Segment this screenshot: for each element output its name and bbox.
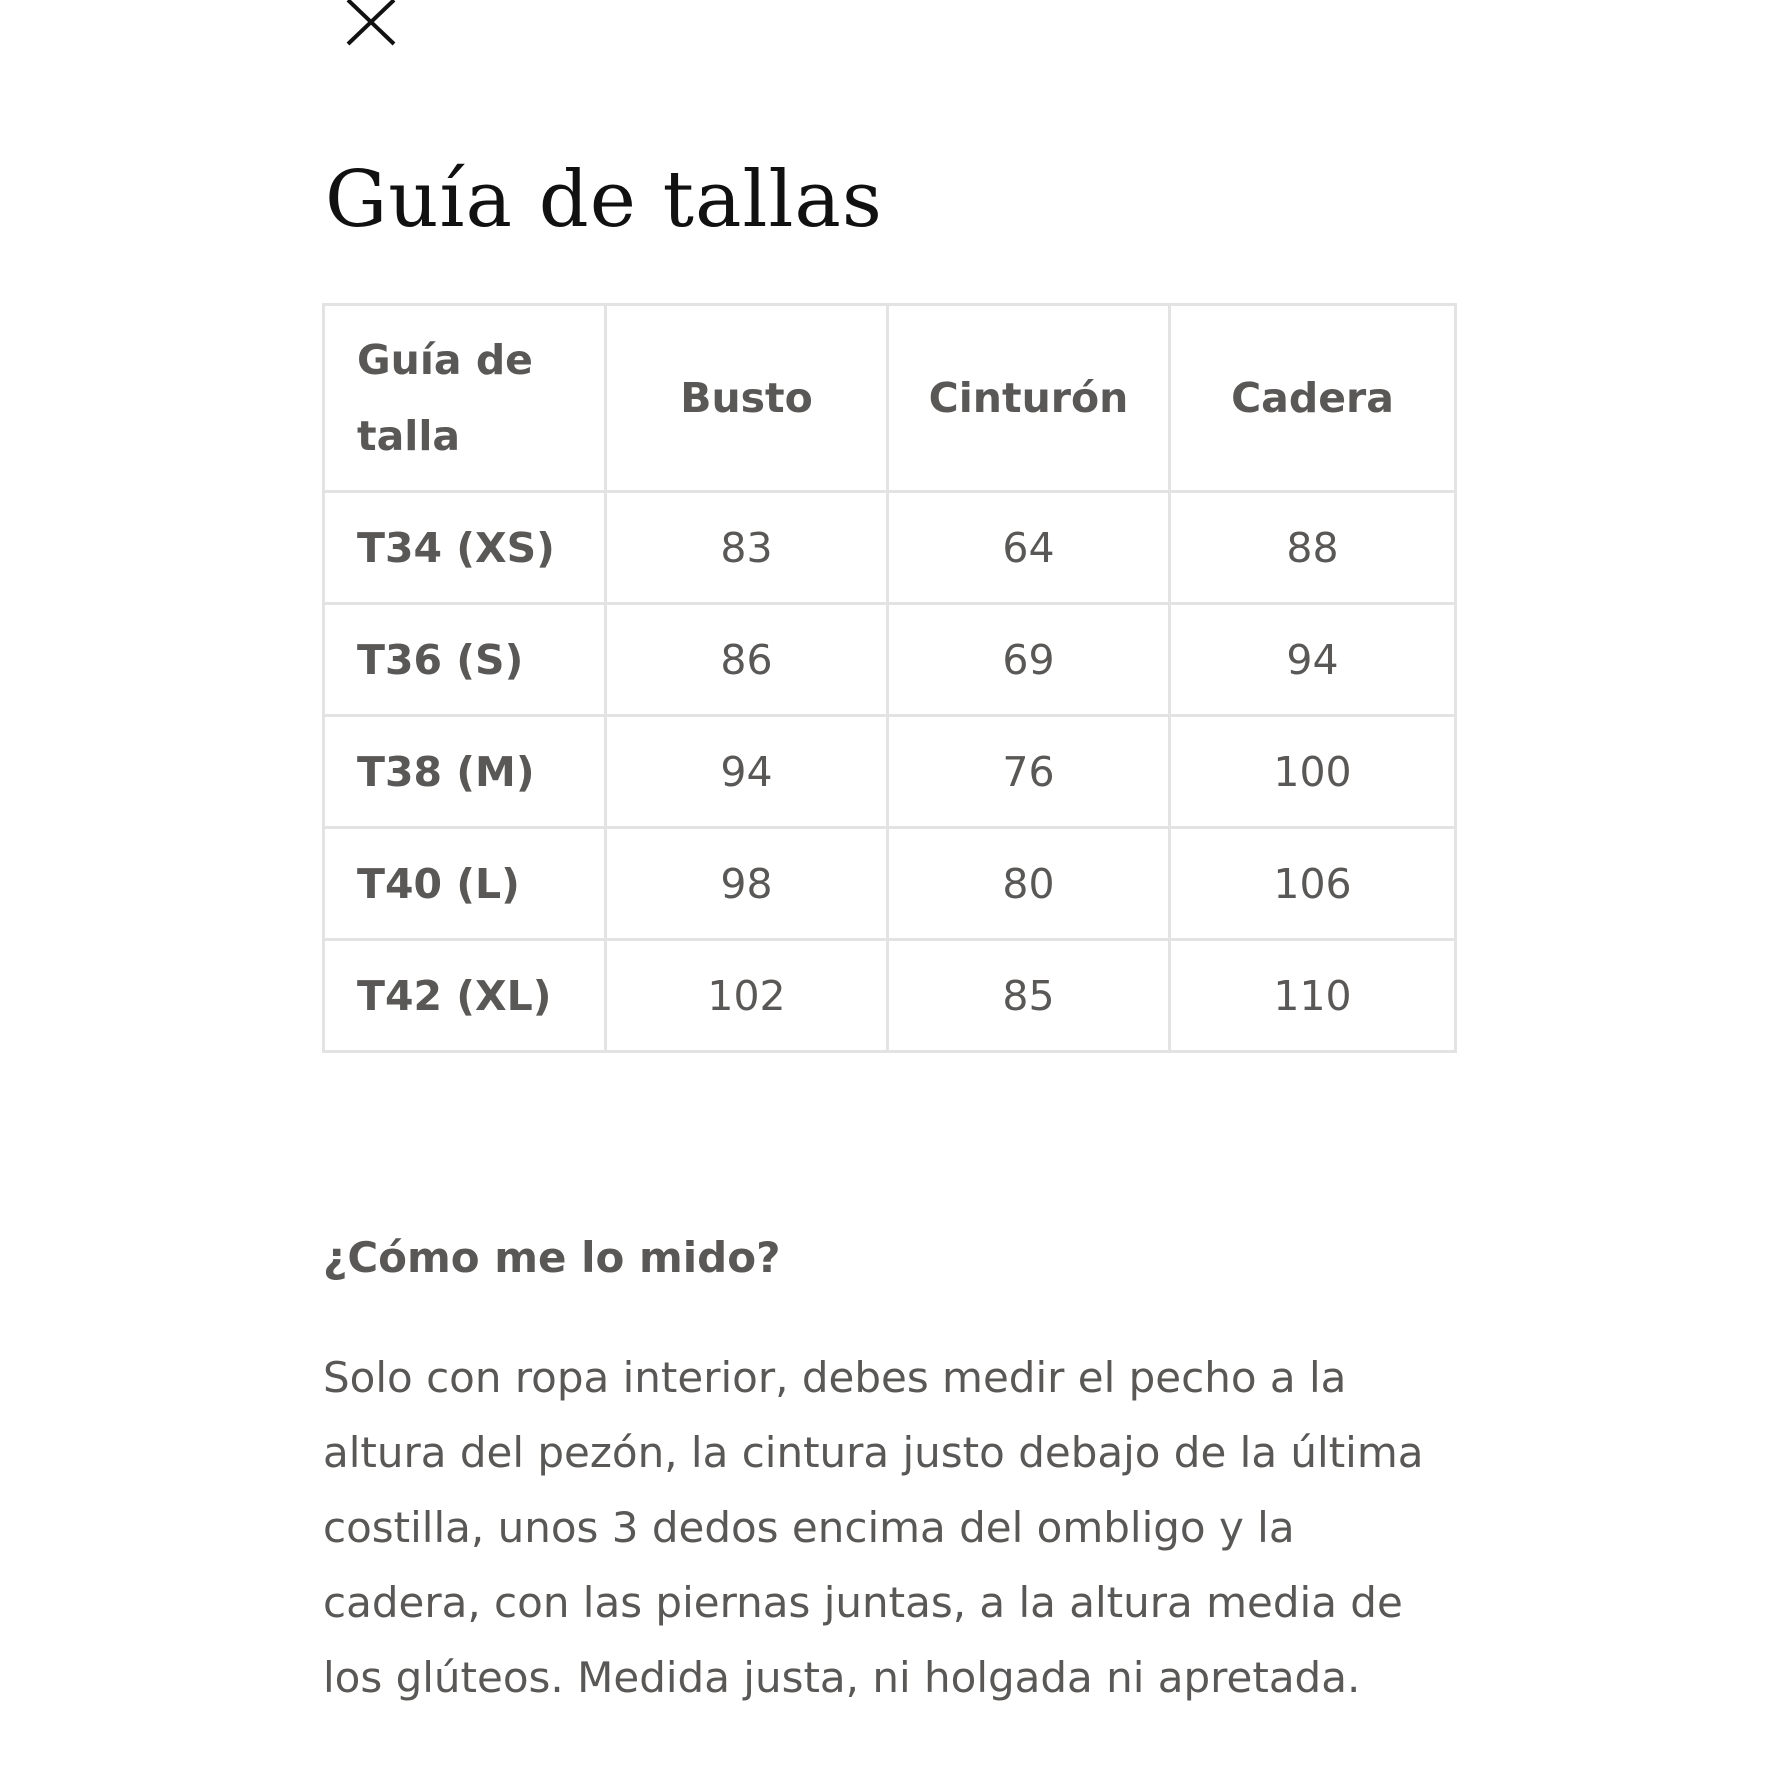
bust-value: 83 (606, 492, 888, 604)
close-button[interactable] (344, 0, 404, 48)
waist-value: 80 (888, 828, 1170, 940)
column-header-bust: Busto (606, 305, 888, 492)
hip-value: 88 (1170, 492, 1456, 604)
bust-value: 94 (606, 716, 888, 828)
size-label: T40 (L) (324, 828, 606, 940)
how-to-measure-text: Solo con ropa interior, debes medir el pecho a la altura del pezón, la cintura justo debajo de la última costilla, unos 3 dedos encima del ombligo y la cadera, con las piernas juntas, a la altura media de los glúteos. Medida justa, ni holgada ni apretada. (323, 1353, 1424, 1702)
close-icon (344, 0, 404, 48)
table-row (324, 492, 1456, 604)
waist-value: 85 (888, 940, 1170, 1052)
hip-value: 110 (1170, 940, 1456, 1052)
how-to-measure-heading: ¿Cómo me lo mido? (323, 1233, 781, 1282)
hip-value: 100 (1170, 716, 1456, 828)
size-label: T42 (XL) (324, 940, 606, 1052)
page-title: Guía de tallas (325, 155, 883, 245)
table-row (324, 716, 1456, 828)
size-guide-table (322, 303, 1457, 1053)
column-header-waist: Cinturón (888, 305, 1170, 492)
bust-value: 98 (606, 828, 888, 940)
bust-value: 86 (606, 604, 888, 716)
waist-value: 64 (888, 492, 1170, 604)
table-header-row (324, 305, 1456, 492)
size-label: T36 (S) (324, 604, 606, 716)
size-label: T38 (M) (324, 716, 606, 828)
waist-value: 69 (888, 604, 1170, 716)
table-row (324, 828, 1456, 940)
table-row (324, 940, 1456, 1052)
waist-value: 76 (888, 716, 1170, 828)
size-label: T34 (XS) (324, 492, 606, 604)
hip-value: 94 (1170, 604, 1456, 716)
column-header-hip: Cadera (1170, 305, 1456, 492)
hip-value: 106 (1170, 828, 1456, 940)
table-row (324, 604, 1456, 716)
bust-value: 102 (606, 940, 888, 1052)
column-header-size-guide: Guía de talla (324, 305, 606, 492)
